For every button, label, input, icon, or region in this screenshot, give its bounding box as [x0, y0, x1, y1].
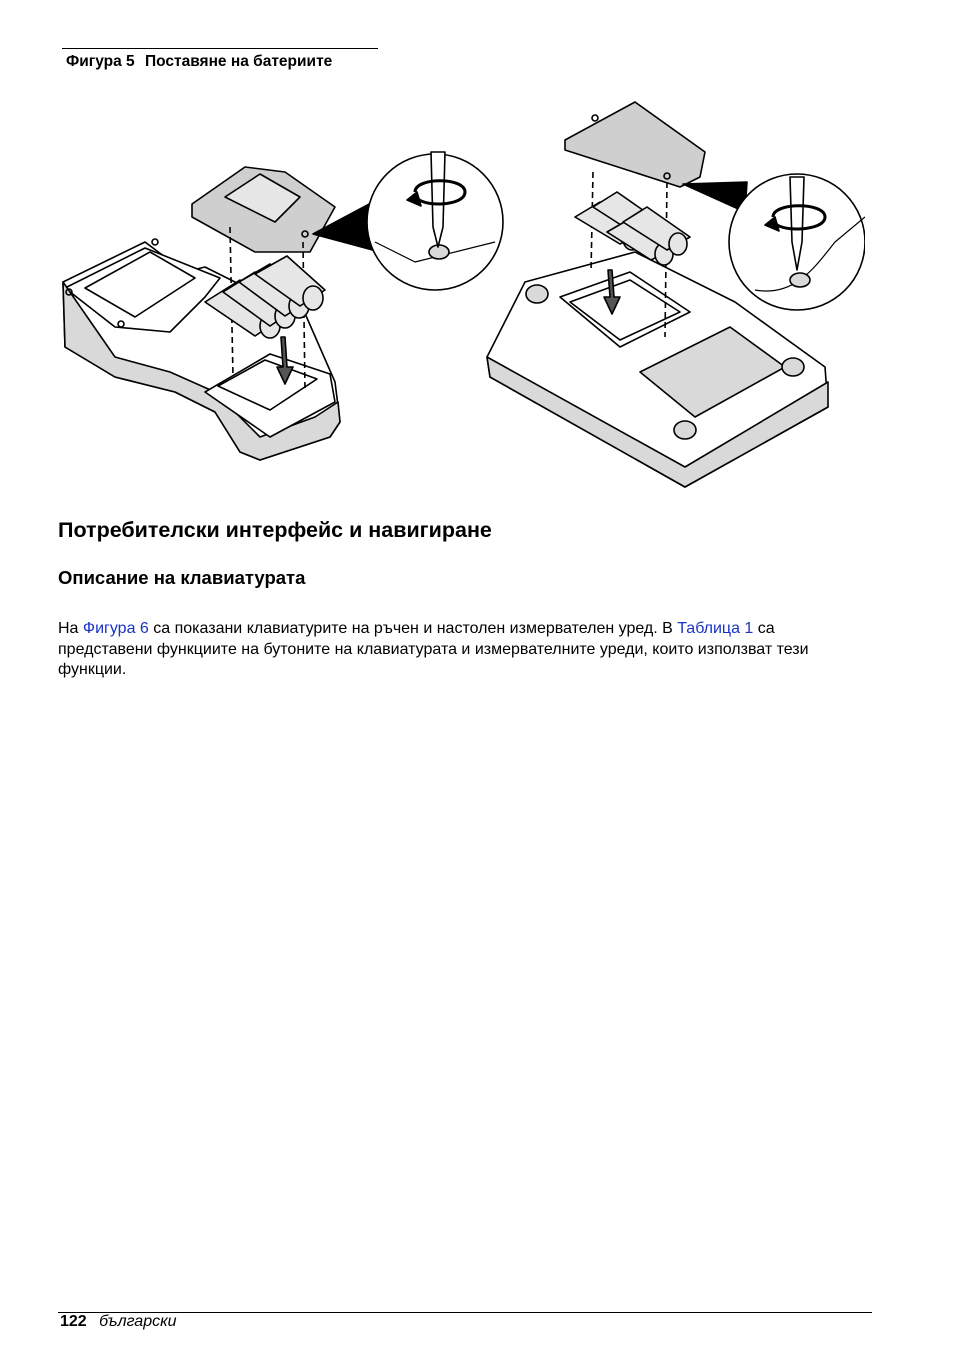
figure-label: Фигура 5	[66, 53, 135, 70]
table-1-link[interactable]: Таблица 1	[677, 620, 754, 637]
page-footer	[60, 1313, 177, 1331]
battery-installation-illustration	[55, 92, 865, 494]
footer-rule	[58, 1312, 872, 1313]
subsection-heading: Описание на клавиатурата	[58, 567, 306, 588]
figure-6-link[interactable]: Фигура 6	[82, 620, 149, 637]
figure-title: Поставяне на батериите	[144, 53, 333, 70]
page-number: 122	[60, 1313, 87, 1330]
body-paragraph	[58, 619, 868, 681]
figure-caption	[66, 53, 332, 71]
section-heading: Потребителски интерфейс и навигиране	[58, 518, 492, 542]
paragraph-text-3: са представени функциите на бутоните на клавиатурата и измервателните уреди, които използват тези функции.	[58, 620, 809, 678]
paragraph-text-1: На	[58, 620, 83, 637]
footer-language: български	[99, 1313, 177, 1330]
paragraph-text-2: са показани клавиатурите на ръчен и настолен измервателен уред. В	[148, 620, 678, 637]
figure-caption-rule	[62, 48, 378, 49]
